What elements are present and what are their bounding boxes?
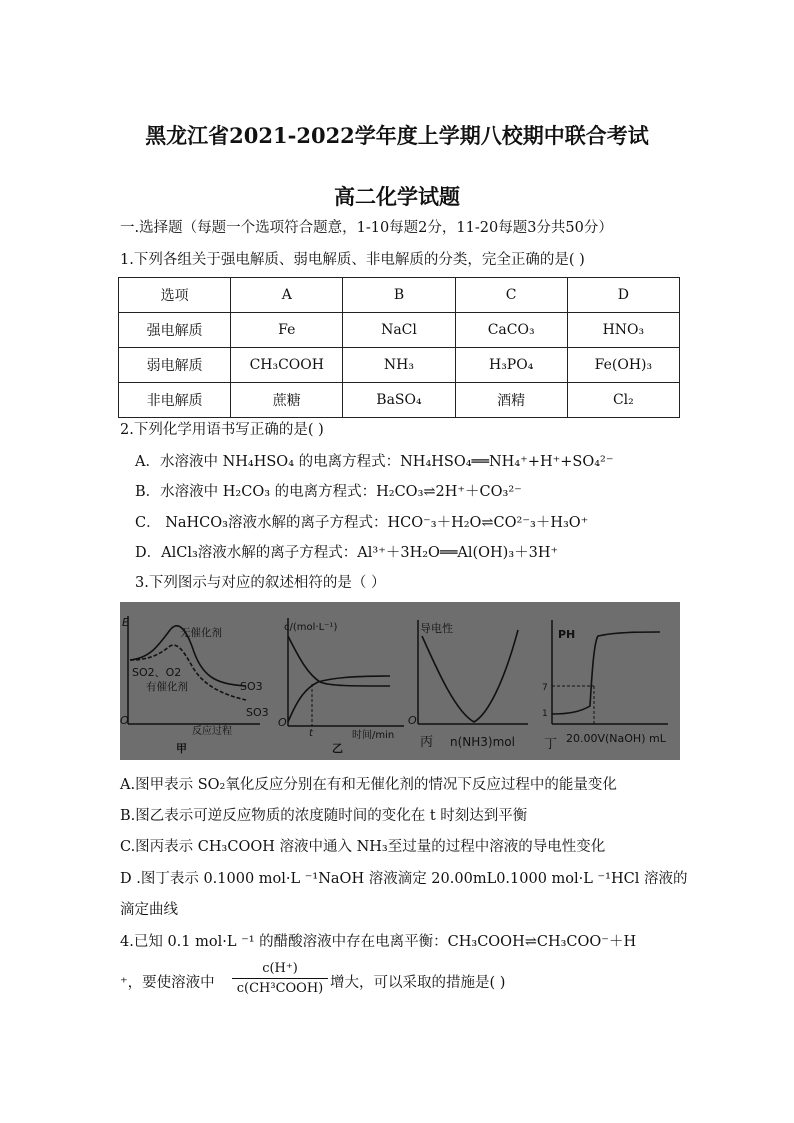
yi-tmark: t — [309, 728, 313, 739]
table-cell: Fe(OH)₃ — [567, 348, 679, 383]
jia-product1: SO3 — [240, 680, 263, 693]
q3-option-d-line1: D .图丁表示 0.1000 mol·L ⁻¹NaOH 溶液滴定 20.00mL0.1000 mol·L ⁻¹HCl 溶液的 — [120, 871, 688, 887]
q2-option-b: B．水溶液中 H₂CO₃ 的电离方程式：H₂CO₃⇌2H⁺＋CO₃²⁻ — [135, 484, 522, 500]
q4-stem-line1: 4.已知 0.1 mol·L ⁻¹ 的醋酸溶液中存在电离平衡：CH₃COOH⇌CH₃COO⁻＋H — [120, 934, 637, 950]
table-row — [119, 383, 680, 418]
table-row — [119, 313, 680, 348]
table-cell: Fe — [231, 313, 343, 348]
q4-stem-suffix: 增大，可以采取的措施是( ) — [330, 975, 506, 991]
jia-xaxis: 反应过程 — [192, 726, 232, 737]
curve-titration — [552, 632, 660, 714]
exam-title: 黑龙江省2021-2022学年度上学期八校期中联合考试 — [145, 123, 649, 148]
ding-tick7: 7 — [542, 683, 548, 693]
jia-label-cat: 有催化剂 — [146, 681, 188, 693]
section-heading: 一.选择题（每题一个选项符合题意，1-10每题2分，11-20每题3分共50分） — [120, 220, 613, 236]
q4-fraction — [232, 961, 328, 996]
q2-stem: 2.下列化学用语书写正确的是( ) — [120, 422, 324, 438]
table-cell: CH₃COOH — [231, 348, 343, 383]
ding-tick1: 1 — [542, 709, 548, 719]
table-cell: 选项 — [119, 278, 231, 313]
table-cell: NH₃ — [343, 348, 455, 383]
table-header-row — [119, 278, 680, 313]
table-cell: D — [567, 278, 679, 313]
table-cell: H₃PO₄ — [455, 348, 567, 383]
q1-stem: 1.下列各组关于强电解质、弱电解质、非电解质的分类，完全正确的是( ) — [120, 252, 585, 268]
table-cell: A — [231, 278, 343, 313]
yi-yaxis: c/(mol·L⁻¹) — [284, 622, 338, 633]
ding-yaxis: PH — [558, 628, 576, 641]
table-cell: HNO₃ — [567, 313, 679, 348]
table-row — [119, 348, 680, 383]
fraction-bar — [232, 978, 328, 979]
bing-xaxis: n(NH3)mol — [450, 735, 515, 749]
q2-option-c: C． NaHCO₃溶液水解的离子方程式：HCO⁻₃＋H₂O⇌CO²⁻₃＋H₃O⁺ — [135, 515, 589, 531]
jia-product2: SO3 — [246, 706, 269, 719]
table-cell: 非电解质 — [119, 383, 231, 418]
fraction-denominator: c(CH³COOH) — [236, 981, 324, 996]
q3-option-b: B.图乙表示可逆反应物质的浓度随时间的变化在 t 时刻达到平衡 — [120, 808, 528, 824]
table-cell: 强电解质 — [119, 313, 231, 348]
curve-product — [288, 676, 390, 722]
figure-yi — [278, 618, 404, 755]
ding-xaxis: 20.00V(NaOH) mL — [566, 732, 666, 745]
table-cell: C — [455, 278, 567, 313]
jia-reactants: SO2、O2 — [132, 666, 182, 679]
yi-origin: O — [278, 716, 287, 729]
q3-option-a: A.图甲表示 SO₂氧化反应分别在有和无催化剂的情况下反应过程中的能量变化 — [120, 777, 617, 793]
bing-origin: O — [408, 714, 417, 727]
q2-option-a: A．水溶液中 NH₄HSO₄ 的电离方程式：NH₄HSO₄══NH₄⁺+H⁺+SO₄²⁻ — [135, 454, 614, 470]
table-cell: 蔗糖 — [231, 383, 343, 418]
q3-figure-panel — [120, 602, 680, 760]
fraction-numerator: c(H⁺) — [262, 961, 298, 976]
table-cell: CaCO₃ — [455, 313, 567, 348]
q4-stem-prefix: ⁺，要使溶液中 — [120, 975, 215, 991]
table-cell: B — [343, 278, 455, 313]
jia-name: 甲 — [176, 742, 187, 755]
bing-name: 丙 — [420, 735, 434, 750]
table-cell: 弱电解质 — [119, 348, 231, 383]
q3-option-c: C.图丙表示 CH₃COOH 溶液中通入 NH₃至过量的过程中溶液的导电性变化 — [120, 839, 606, 855]
curve-conductivity — [422, 630, 518, 722]
jia-yaxis: E — [122, 616, 129, 629]
q1-classification-table — [118, 277, 680, 418]
ding-name: 丁 — [544, 737, 558, 752]
q3-stem: 3.下列图示与对应的叙述相符的是（ ） — [135, 575, 386, 591]
figure-bing — [408, 620, 528, 750]
yi-name: 乙 — [332, 742, 343, 755]
table-cell: BaSO₄ — [343, 383, 455, 418]
q3-option-d-line2: 滴定曲线 — [120, 902, 178, 918]
figure-jia — [120, 616, 269, 755]
bing-yaxis: 导电性 — [420, 622, 453, 635]
table-cell: 酒精 — [455, 383, 567, 418]
jia-origin: O — [120, 714, 129, 727]
exam-subtitle: 高二化学试题 — [334, 184, 460, 209]
table-cell: Cl₂ — [567, 383, 679, 418]
jia-label-uncat: 无催化剂 — [180, 627, 222, 639]
q2-option-d: D．AlCl₃溶液水解的离子方程式：Al³⁺＋3H₂O══Al(OH)₃＋3H⁺ — [135, 545, 559, 561]
table-cell: NaCl — [343, 313, 455, 348]
figure-ding — [542, 620, 668, 752]
yi-xaxis: 时间/min — [352, 730, 395, 741]
